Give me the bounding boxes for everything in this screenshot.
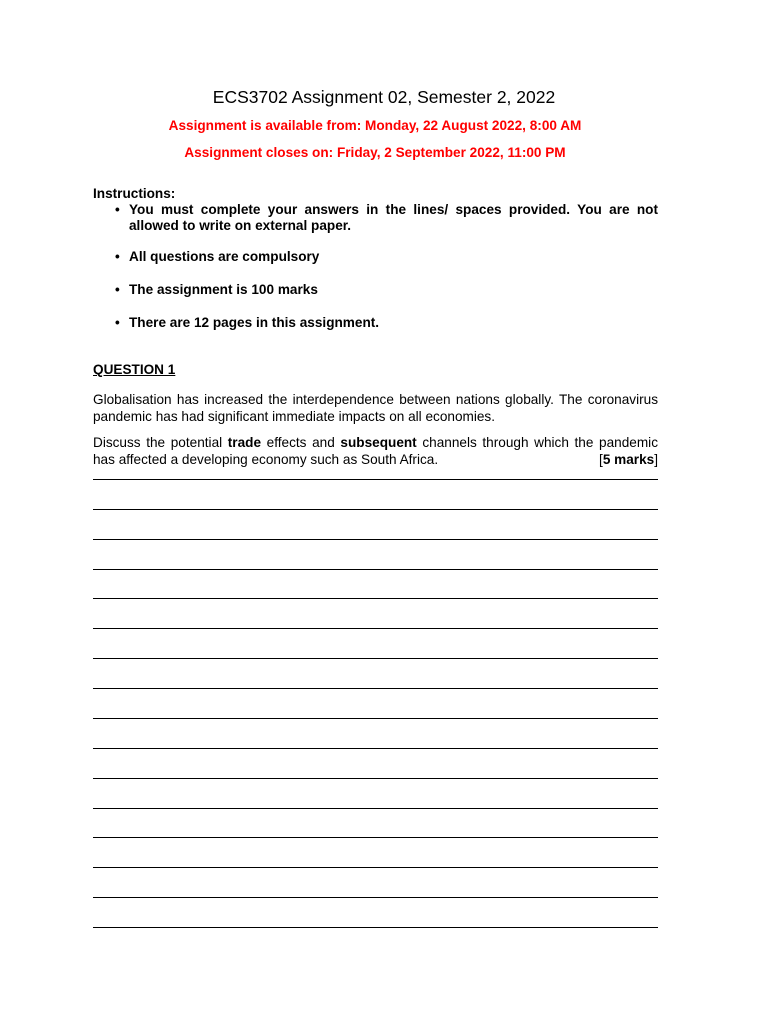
instruction-item bbox=[115, 315, 658, 331]
answer-line bbox=[93, 897, 658, 898]
prompt-text: effects and bbox=[261, 435, 341, 450]
prompt-text: Discuss the potential bbox=[93, 435, 228, 450]
answer-line bbox=[93, 837, 658, 838]
availability-notice: Assignment is available from: Monday, 22 August 2022, 8:00 AM bbox=[168, 118, 582, 133]
question-paragraph: Globalisation has increased the interdependence between nations globally. The coronavirus pandemic has had significant immediate impacts on all economies. bbox=[93, 392, 658, 424]
instruction-item bbox=[115, 249, 658, 265]
marks-allocation: [5 marks] bbox=[599, 452, 658, 467]
bullet-icon: • bbox=[115, 315, 120, 330]
answer-line bbox=[93, 688, 658, 689]
answer-line bbox=[93, 479, 658, 480]
instruction-text: All questions are compulsory bbox=[129, 249, 320, 264]
instruction-item bbox=[115, 282, 658, 298]
answer-line bbox=[93, 658, 658, 659]
instruction-text: The assignment is 100 marks bbox=[129, 282, 318, 297]
question-heading: QUESTION 1 bbox=[93, 362, 176, 377]
instruction-text: You must complete your answers in the lines/ spaces provided. You are not allowed to write on external paper. bbox=[129, 202, 658, 233]
document-title: ECS3702 Assignment 02, Semester 2, 2022 bbox=[212, 87, 556, 107]
bullet-icon: • bbox=[115, 202, 120, 217]
closing-notice: Assignment closes on: Friday, 2 September 2022, 11:00 PM bbox=[184, 145, 566, 160]
question-prompt bbox=[93, 434, 658, 468]
prompt-text: channels through which the pandemic has affected a developing economy such as South Africa. bbox=[93, 435, 658, 467]
answer-line bbox=[93, 808, 658, 809]
prompt-keyword-subsequent: subsequent bbox=[340, 435, 417, 450]
answer-line bbox=[93, 867, 658, 868]
answer-line bbox=[93, 778, 658, 779]
instruction-text: There are 12 pages in this assignment. bbox=[129, 315, 380, 330]
bullet-icon: • bbox=[115, 249, 120, 264]
prompt-keyword-trade: trade bbox=[227, 435, 262, 450]
answer-line bbox=[93, 509, 658, 510]
answer-line bbox=[93, 718, 658, 719]
answer-line bbox=[93, 598, 658, 599]
answer-line bbox=[93, 927, 658, 928]
instruction-item bbox=[115, 202, 658, 234]
answer-line bbox=[93, 569, 658, 570]
answer-line bbox=[93, 748, 658, 749]
bullet-icon: • bbox=[115, 282, 120, 297]
answer-line bbox=[93, 539, 658, 540]
answer-line bbox=[93, 628, 658, 629]
instructions-heading: Instructions: bbox=[93, 186, 176, 201]
